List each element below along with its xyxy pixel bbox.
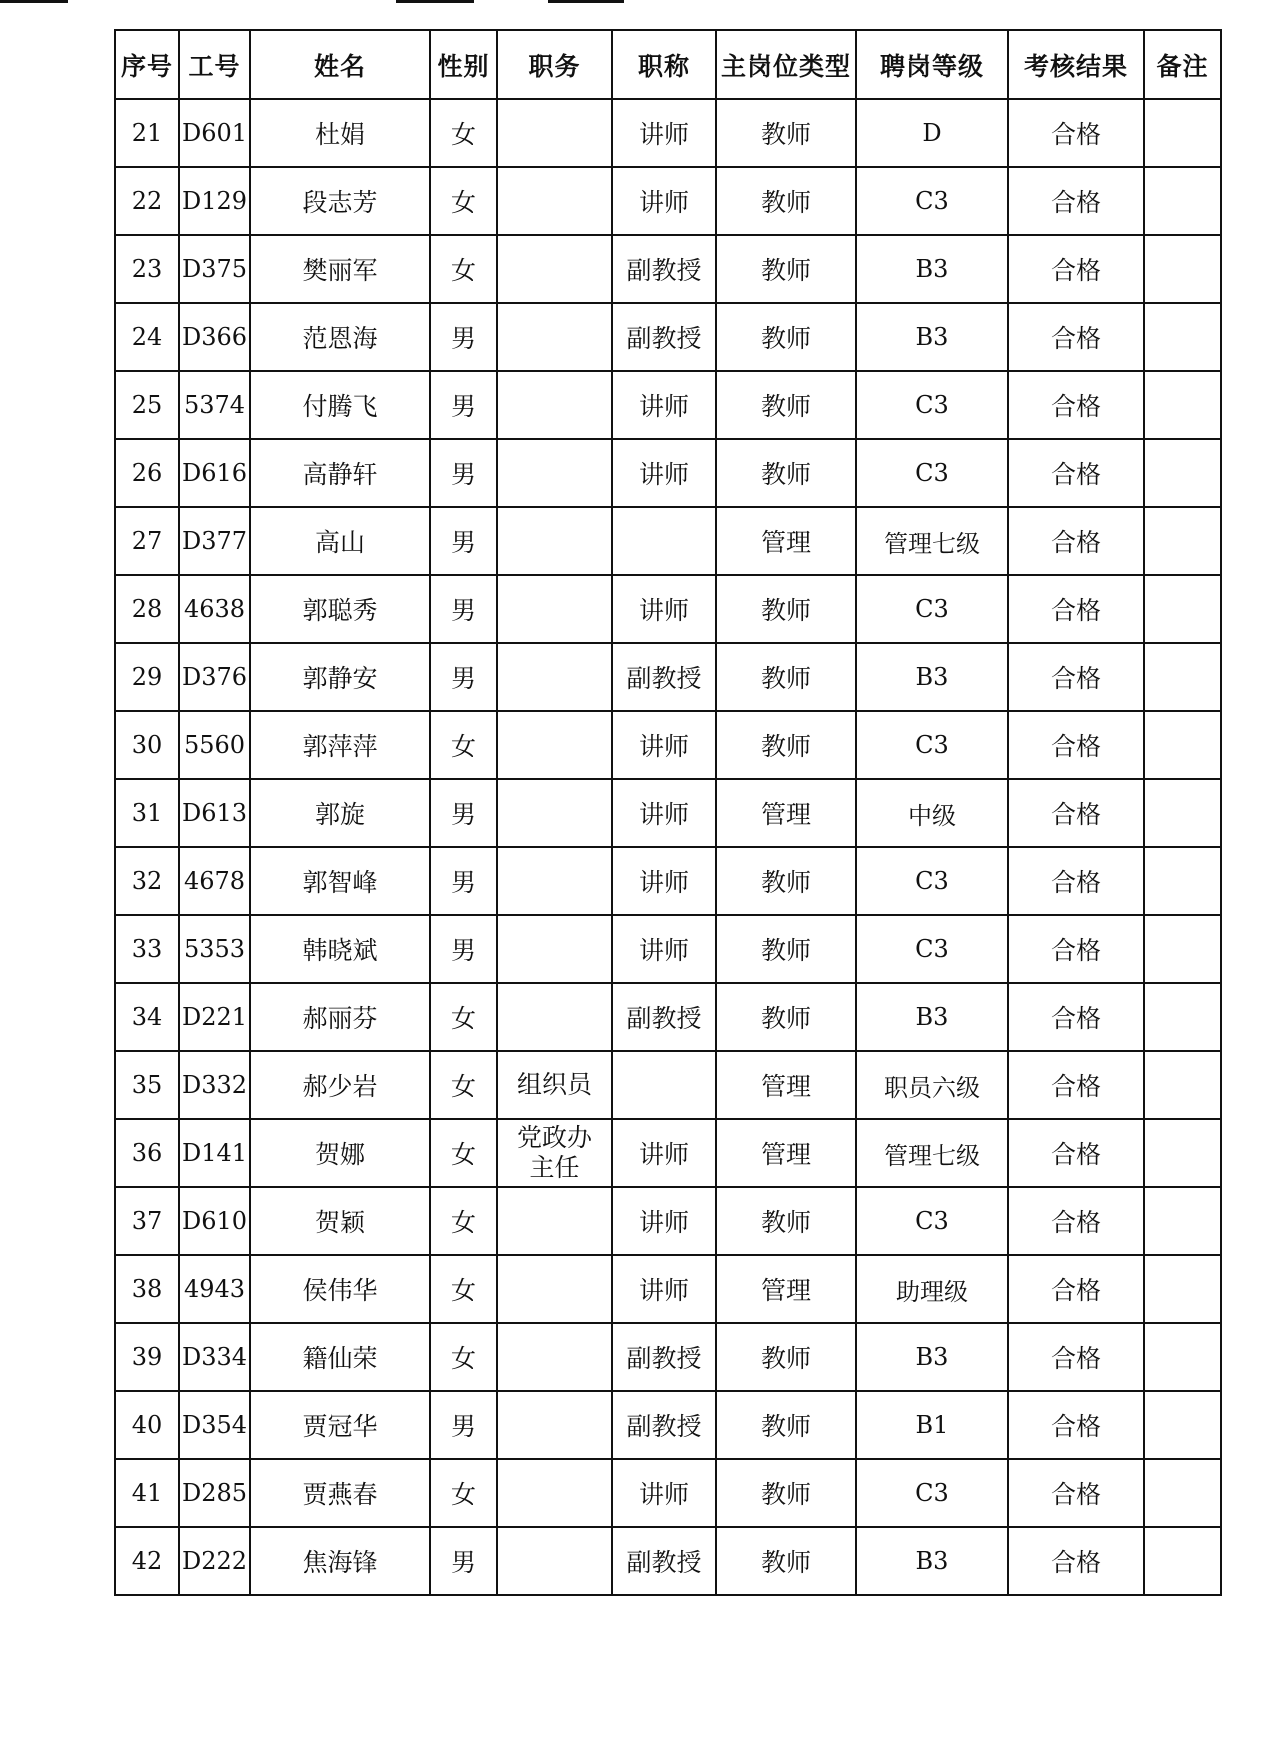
staff-id-cell: D221: [179, 983, 250, 1051]
header-row: [115, 30, 1221, 99]
serial-number-cell: 34: [115, 983, 179, 1051]
title-cell: 副教授: [612, 643, 716, 711]
grade-cell: B3: [856, 1527, 1008, 1595]
serial-number-cell: 39: [115, 1323, 179, 1391]
title-cell: 讲师: [612, 779, 716, 847]
serial-number-cell: 23: [115, 235, 179, 303]
table-row: [115, 439, 1221, 507]
grade-cell: B3: [856, 235, 1008, 303]
name-cell: 郭聪秀: [250, 575, 430, 643]
table-row: [115, 1527, 1221, 1595]
note-cell: [1144, 1391, 1221, 1459]
top-edge-marks: [0, 0, 1280, 4]
result-cell: 合格: [1008, 99, 1144, 167]
duty-cell: 党政办 主任: [497, 1119, 612, 1187]
note-cell: [1144, 1187, 1221, 1255]
post-type-cell: 管理: [716, 779, 856, 847]
staff-id-cell: D377: [179, 507, 250, 575]
title-cell: 副教授: [612, 235, 716, 303]
column-header: 性别: [430, 30, 497, 99]
serial-number-cell: 35: [115, 1051, 179, 1119]
staff-id-cell: D376: [179, 643, 250, 711]
table-row: [115, 371, 1221, 439]
result-cell: 合格: [1008, 915, 1144, 983]
serial-number-cell: 41: [115, 1459, 179, 1527]
title-cell: 副教授: [612, 1391, 716, 1459]
title-cell: 讲师: [612, 711, 716, 779]
duty-cell: [497, 1527, 612, 1595]
grade-cell: 管理七级: [856, 507, 1008, 575]
staff-id-cell: D354: [179, 1391, 250, 1459]
gender-cell: 女: [430, 1459, 497, 1527]
post-type-cell: 教师: [716, 1527, 856, 1595]
result-cell: 合格: [1008, 1187, 1144, 1255]
duty-cell: [497, 915, 612, 983]
name-cell: 樊丽军: [250, 235, 430, 303]
name-cell: 段志芳: [250, 167, 430, 235]
duty-cell: [497, 983, 612, 1051]
grade-cell: 管理七级: [856, 1119, 1008, 1187]
serial-number-cell: 37: [115, 1187, 179, 1255]
note-cell: [1144, 371, 1221, 439]
gender-cell: 女: [430, 1255, 497, 1323]
gender-cell: 女: [430, 1323, 497, 1391]
post-type-cell: 教师: [716, 1391, 856, 1459]
note-cell: [1144, 1255, 1221, 1323]
table-row: [115, 235, 1221, 303]
gender-cell: 男: [430, 779, 497, 847]
gender-cell: 女: [430, 167, 497, 235]
name-cell: 郝少岩: [250, 1051, 430, 1119]
gender-cell: 女: [430, 711, 497, 779]
result-cell: 合格: [1008, 1255, 1144, 1323]
table-row: [115, 643, 1221, 711]
table-row: [115, 1459, 1221, 1527]
column-header: 姓名: [250, 30, 430, 99]
staff-id-cell: D366: [179, 303, 250, 371]
note-cell: [1144, 167, 1221, 235]
name-cell: 付腾飞: [250, 371, 430, 439]
post-type-cell: 教师: [716, 915, 856, 983]
post-type-cell: 教师: [716, 847, 856, 915]
gender-cell: 男: [430, 303, 497, 371]
note-cell: [1144, 507, 1221, 575]
gender-cell: 男: [430, 507, 497, 575]
staff-id-cell: D141: [179, 1119, 250, 1187]
post-type-cell: 管理: [716, 507, 856, 575]
table-row: [115, 779, 1221, 847]
title-cell: 副教授: [612, 1527, 716, 1595]
result-cell: 合格: [1008, 303, 1144, 371]
name-cell: 焦海锋: [250, 1527, 430, 1595]
note-cell: [1144, 575, 1221, 643]
result-cell: 合格: [1008, 439, 1144, 507]
note-cell: [1144, 915, 1221, 983]
result-cell: 合格: [1008, 711, 1144, 779]
column-header: 考核结果: [1008, 30, 1144, 99]
gender-cell: 男: [430, 371, 497, 439]
title-cell: 副教授: [612, 303, 716, 371]
serial-number-cell: 33: [115, 915, 179, 983]
table-row: [115, 711, 1221, 779]
serial-number-cell: 22: [115, 167, 179, 235]
gender-cell: 男: [430, 1391, 497, 1459]
name-cell: 郝丽芬: [250, 983, 430, 1051]
duty-cell: [497, 235, 612, 303]
grade-cell: 助理级: [856, 1255, 1008, 1323]
gender-cell: 女: [430, 983, 497, 1051]
grade-cell: B3: [856, 643, 1008, 711]
serial-number-cell: 36: [115, 1119, 179, 1187]
gender-cell: 男: [430, 847, 497, 915]
gender-cell: 女: [430, 235, 497, 303]
result-cell: 合格: [1008, 1051, 1144, 1119]
serial-number-cell: 40: [115, 1391, 179, 1459]
staff-id-cell: D601: [179, 99, 250, 167]
name-cell: 侯伟华: [250, 1255, 430, 1323]
staff-id-cell: 4638: [179, 575, 250, 643]
gender-cell: 男: [430, 643, 497, 711]
name-cell: 贺娜: [250, 1119, 430, 1187]
duty-cell: [497, 303, 612, 371]
name-cell: 高静轩: [250, 439, 430, 507]
gender-cell: 男: [430, 439, 497, 507]
result-cell: 合格: [1008, 371, 1144, 439]
gender-cell: 男: [430, 1527, 497, 1595]
grade-cell: B3: [856, 303, 1008, 371]
gender-cell: 女: [430, 1119, 497, 1187]
table-row: [115, 1323, 1221, 1391]
note-cell: [1144, 1323, 1221, 1391]
grade-cell: C3: [856, 575, 1008, 643]
note-cell: [1144, 847, 1221, 915]
table-row: [115, 847, 1221, 915]
name-cell: 郭静安: [250, 643, 430, 711]
post-type-cell: 教师: [716, 1323, 856, 1391]
staff-id-cell: D616: [179, 439, 250, 507]
result-cell: 合格: [1008, 1323, 1144, 1391]
post-type-cell: 教师: [716, 983, 856, 1051]
column-header: 职称: [612, 30, 716, 99]
title-cell: 讲师: [612, 1459, 716, 1527]
title-cell: 副教授: [612, 1323, 716, 1391]
duty-cell: [497, 1187, 612, 1255]
duty-cell: [497, 507, 612, 575]
table-body: [115, 99, 1221, 1595]
result-cell: 合格: [1008, 1119, 1144, 1187]
name-cell: 郭旋: [250, 779, 430, 847]
result-cell: 合格: [1008, 643, 1144, 711]
table-row: [115, 983, 1221, 1051]
table-row: [115, 1255, 1221, 1323]
result-cell: 合格: [1008, 1527, 1144, 1595]
post-type-cell: 教师: [716, 371, 856, 439]
staff-id-cell: 4678: [179, 847, 250, 915]
result-cell: 合格: [1008, 167, 1144, 235]
staff-assessment-sheet: [114, 29, 1220, 1596]
grade-cell: D: [856, 99, 1008, 167]
name-cell: 贺颖: [250, 1187, 430, 1255]
title-cell: 讲师: [612, 1255, 716, 1323]
post-type-cell: 教师: [716, 575, 856, 643]
serial-number-cell: 32: [115, 847, 179, 915]
post-type-cell: 教师: [716, 1187, 856, 1255]
grade-cell: B1: [856, 1391, 1008, 1459]
table-row: [115, 167, 1221, 235]
name-cell: 范恩海: [250, 303, 430, 371]
grade-cell: 中级: [856, 779, 1008, 847]
note-cell: [1144, 303, 1221, 371]
serial-number-cell: 24: [115, 303, 179, 371]
note-cell: [1144, 711, 1221, 779]
staff-id-cell: 5353: [179, 915, 250, 983]
table-row: [115, 1119, 1221, 1187]
note-cell: [1144, 439, 1221, 507]
grade-cell: C3: [856, 1459, 1008, 1527]
note-cell: [1144, 99, 1221, 167]
serial-number-cell: 28: [115, 575, 179, 643]
note-cell: [1144, 1527, 1221, 1595]
staff-id-cell: D285: [179, 1459, 250, 1527]
title-cell: 讲师: [612, 167, 716, 235]
name-cell: 韩晓斌: [250, 915, 430, 983]
staff-id-cell: D222: [179, 1527, 250, 1595]
result-cell: 合格: [1008, 507, 1144, 575]
grade-cell: C3: [856, 167, 1008, 235]
duty-cell: [497, 575, 612, 643]
name-cell: 籍仙荣: [250, 1323, 430, 1391]
column-header: 序号: [115, 30, 179, 99]
grade-cell: C3: [856, 1187, 1008, 1255]
note-cell: [1144, 1459, 1221, 1527]
grade-cell: C3: [856, 371, 1008, 439]
gender-cell: 女: [430, 1187, 497, 1255]
edge-mark: [396, 0, 474, 3]
result-cell: 合格: [1008, 235, 1144, 303]
post-type-cell: 管理: [716, 1051, 856, 1119]
column-header: 聘岗等级: [856, 30, 1008, 99]
column-header: 备注: [1144, 30, 1221, 99]
note-cell: [1144, 983, 1221, 1051]
result-cell: 合格: [1008, 1459, 1144, 1527]
duty-cell: [497, 167, 612, 235]
title-cell: 讲师: [612, 575, 716, 643]
table-row: [115, 303, 1221, 371]
duty-cell: [497, 371, 612, 439]
serial-number-cell: 26: [115, 439, 179, 507]
title-cell: [612, 507, 716, 575]
result-cell: 合格: [1008, 983, 1144, 1051]
title-cell: 讲师: [612, 439, 716, 507]
staff-id-cell: D613: [179, 779, 250, 847]
name-cell: 贾冠华: [250, 1391, 430, 1459]
title-cell: 讲师: [612, 1187, 716, 1255]
title-cell: [612, 1051, 716, 1119]
column-header: 主岗位类型: [716, 30, 856, 99]
table-row: [115, 99, 1221, 167]
grade-cell: C3: [856, 711, 1008, 779]
table-row: [115, 1051, 1221, 1119]
gender-cell: 男: [430, 575, 497, 643]
post-type-cell: 教师: [716, 167, 856, 235]
duty-cell: [497, 1255, 612, 1323]
note-cell: [1144, 1051, 1221, 1119]
serial-number-cell: 25: [115, 371, 179, 439]
gender-cell: 男: [430, 915, 497, 983]
gender-cell: 女: [430, 1051, 497, 1119]
edge-mark: [548, 0, 624, 3]
table-row: [115, 575, 1221, 643]
duty-cell: [497, 1459, 612, 1527]
post-type-cell: 管理: [716, 1255, 856, 1323]
serial-number-cell: 30: [115, 711, 179, 779]
note-cell: [1144, 1119, 1221, 1187]
staff-id-cell: 4943: [179, 1255, 250, 1323]
post-type-cell: 管理: [716, 1119, 856, 1187]
post-type-cell: 教师: [716, 711, 856, 779]
note-cell: [1144, 779, 1221, 847]
staff-id-cell: D375: [179, 235, 250, 303]
result-cell: 合格: [1008, 847, 1144, 915]
table-row: [115, 915, 1221, 983]
staff-assessment-table: [114, 29, 1222, 1596]
title-cell: 讲师: [612, 847, 716, 915]
duty-cell: [497, 1391, 612, 1459]
duty-cell: [497, 779, 612, 847]
staff-id-cell: 5374: [179, 371, 250, 439]
edge-mark: [0, 0, 68, 3]
title-cell: 讲师: [612, 1119, 716, 1187]
serial-number-cell: 27: [115, 507, 179, 575]
duty-cell: [497, 1323, 612, 1391]
name-cell: 杜娟: [250, 99, 430, 167]
gender-cell: 女: [430, 99, 497, 167]
title-cell: 副教授: [612, 983, 716, 1051]
name-cell: 高山: [250, 507, 430, 575]
title-cell: 讲师: [612, 99, 716, 167]
post-type-cell: 教师: [716, 1459, 856, 1527]
column-header: 工号: [179, 30, 250, 99]
duty-cell: [497, 847, 612, 915]
serial-number-cell: 38: [115, 1255, 179, 1323]
post-type-cell: 教师: [716, 99, 856, 167]
serial-number-cell: 42: [115, 1527, 179, 1595]
duty-cell: 组织员: [497, 1051, 612, 1119]
result-cell: 合格: [1008, 575, 1144, 643]
duty-cell: [497, 711, 612, 779]
grade-cell: C3: [856, 847, 1008, 915]
duty-cell: [497, 439, 612, 507]
duty-cell: [497, 643, 612, 711]
name-cell: 贾燕春: [250, 1459, 430, 1527]
title-cell: 讲师: [612, 371, 716, 439]
table-row: [115, 507, 1221, 575]
result-cell: 合格: [1008, 1391, 1144, 1459]
note-cell: [1144, 643, 1221, 711]
grade-cell: C3: [856, 915, 1008, 983]
result-cell: 合格: [1008, 779, 1144, 847]
serial-number-cell: 31: [115, 779, 179, 847]
post-type-cell: 教师: [716, 303, 856, 371]
post-type-cell: 教师: [716, 439, 856, 507]
column-header: 职务: [497, 30, 612, 99]
table-row: [115, 1187, 1221, 1255]
staff-id-cell: 5560: [179, 711, 250, 779]
grade-cell: C3: [856, 439, 1008, 507]
title-cell: 讲师: [612, 915, 716, 983]
staff-id-cell: D332: [179, 1051, 250, 1119]
serial-number-cell: 21: [115, 99, 179, 167]
name-cell: 郭智峰: [250, 847, 430, 915]
staff-id-cell: D334: [179, 1323, 250, 1391]
blank-margin: [0, 1640, 1280, 1739]
grade-cell: B3: [856, 983, 1008, 1051]
post-type-cell: 教师: [716, 643, 856, 711]
grade-cell: 职员六级: [856, 1051, 1008, 1119]
duty-cell: [497, 99, 612, 167]
table-row: [115, 1391, 1221, 1459]
staff-id-cell: D129: [179, 167, 250, 235]
grade-cell: B3: [856, 1323, 1008, 1391]
post-type-cell: 教师: [716, 235, 856, 303]
serial-number-cell: 29: [115, 643, 179, 711]
staff-id-cell: D610: [179, 1187, 250, 1255]
note-cell: [1144, 235, 1221, 303]
name-cell: 郭萍萍: [250, 711, 430, 779]
